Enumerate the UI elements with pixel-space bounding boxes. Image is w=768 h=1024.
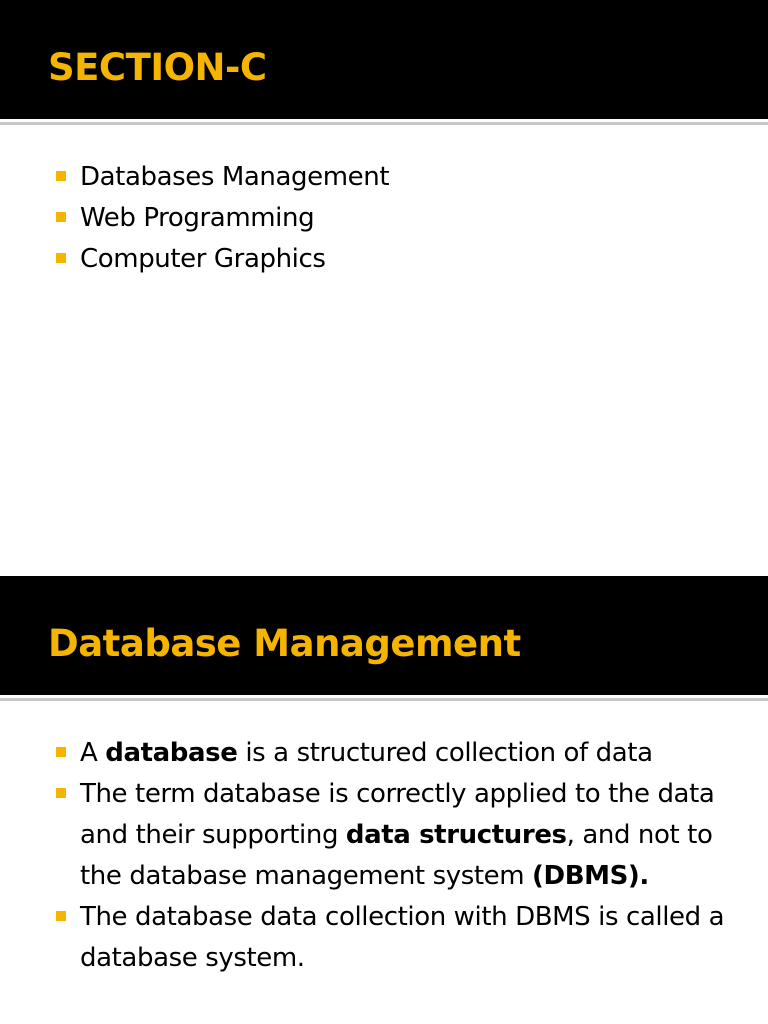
bullet-text: Web Programming xyxy=(80,203,315,233)
bullet-text-part: The term database is correctly applied to the data and their supporting xyxy=(80,779,715,850)
bullet-list xyxy=(0,733,768,979)
slide-database-management xyxy=(0,576,768,1024)
bullet-text-part: is a structured collection of data xyxy=(237,738,653,768)
square-bullet-icon xyxy=(56,788,66,798)
square-bullet-icon xyxy=(56,171,66,181)
title-bar xyxy=(0,576,768,695)
slide-title: SECTION-C xyxy=(48,46,267,89)
bullet-text-part: , and not to the database management system xyxy=(80,820,713,891)
list-item xyxy=(0,897,768,979)
bullet-text: Computer Graphics xyxy=(80,244,326,274)
title-bar xyxy=(0,0,768,119)
square-bullet-icon xyxy=(56,253,66,263)
list-item xyxy=(0,198,768,239)
bullet-text-part: The database data collection with DBMS is called a database system. xyxy=(80,902,725,973)
slide-title: Database Management xyxy=(48,622,521,665)
bullet-text: Databases Management xyxy=(80,162,390,192)
bullet-list xyxy=(0,157,768,280)
list-item xyxy=(0,774,768,897)
square-bullet-icon xyxy=(56,911,66,921)
list-item xyxy=(0,239,768,280)
list-item xyxy=(0,157,768,198)
title-divider xyxy=(0,122,768,125)
bullet-text-bold: database xyxy=(105,738,238,768)
square-bullet-icon xyxy=(56,747,66,757)
bullet-text-bold: (DBMS). xyxy=(532,861,649,891)
square-bullet-icon xyxy=(56,212,66,222)
list-item xyxy=(0,733,768,774)
title-divider xyxy=(0,698,768,701)
bullet-text-bold: data structures xyxy=(345,820,567,850)
bullet-text-part: A xyxy=(80,738,106,768)
